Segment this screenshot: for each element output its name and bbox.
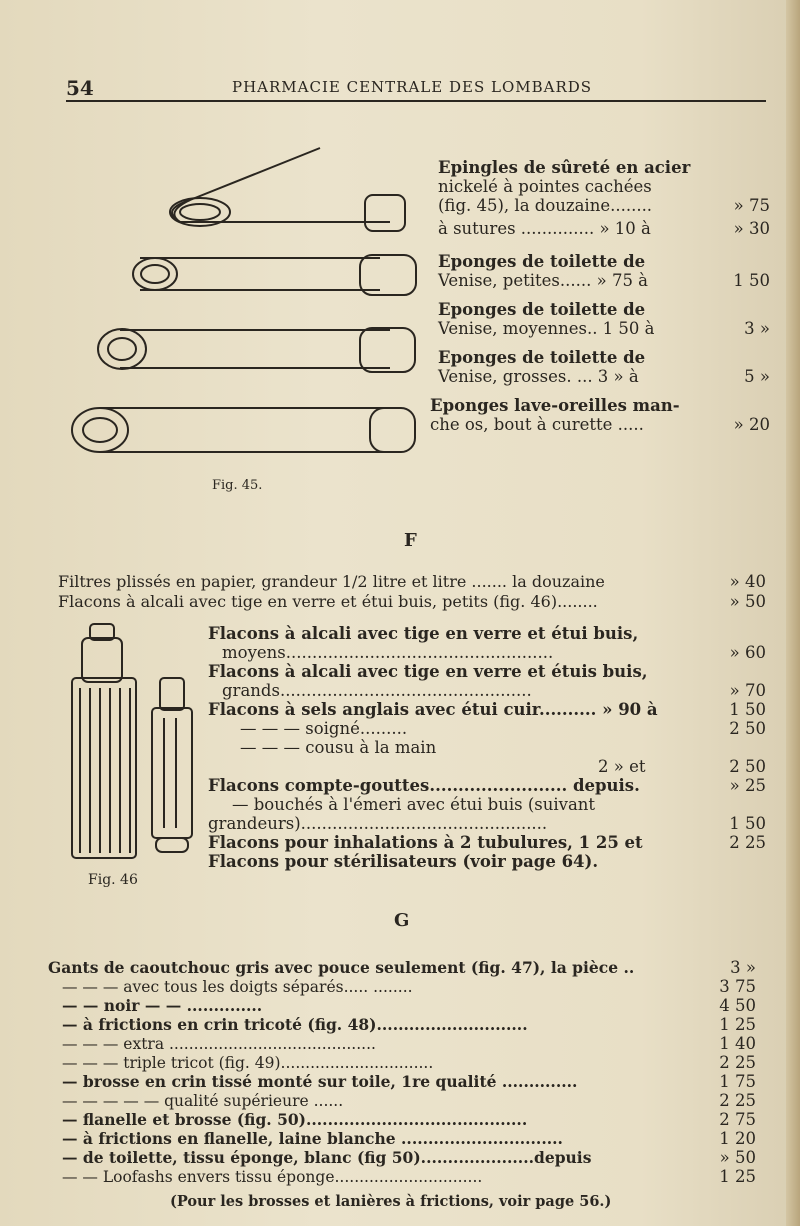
f-sub-price: » 60 [729,643,766,662]
section-letter-f: F [404,530,417,551]
f-sub-line: — bouchés à l'émeri avec étui buis (suivant [232,795,596,814]
pins-price: » 30 [733,219,770,238]
g-price: 1 25 [719,1015,756,1034]
g-note: (Pour les brosses et lanières à frictions, voir page 56.) [170,1193,612,1210]
g-line: — à frictions en crin tricoté (fig. 48)............................ [62,1015,528,1034]
f-sub-price: » 25 [729,776,766,795]
f-sub-line: 2 » et [598,757,646,776]
f-sub-price: 2 50 [729,719,766,738]
f-price: » 40 [729,572,766,591]
g-price: 1 20 [719,1129,756,1148]
g-price: 3 75 [719,977,756,996]
f-line: Flacons à alcali avec tige en verre et étui buis, petits (fig. 46)........ [58,592,598,611]
g-line: — à frictions en flanelle, laine blanche .............................. [62,1129,563,1148]
g-line: — flanelle et brosse (fig. 50)......................................... [62,1110,528,1129]
g-line: — brosse en crin tissé monté sur toile, 1re qualité .............. [62,1072,578,1091]
g-line: — — Loofashs envers tissu éponge.............................. [62,1168,483,1186]
page-edge [786,0,800,1226]
pins-line: Venise, grosses. ... 3 » à [438,367,639,386]
page-title: PHARMACIE CENTRALE DES LOMBARDS [232,78,593,96]
f-sub-line: Flacons pour stérilisateurs (voir page 64). [208,852,599,871]
f-sub-line: Flacons à alcali avec tige en verre et étuis buis, [208,662,648,681]
pins-line: Eponges lave-oreilles man- [430,396,680,415]
pins-line: Eponges de toilette de [438,300,646,319]
pins-price: » 20 [733,415,770,434]
alcali-flask-illustration [60,618,200,868]
fig-45-caption: Fig. 45. [212,478,263,493]
pins-line: nickelé à pointes cachées [438,177,652,196]
g-price: 2 75 [719,1110,756,1129]
f-sub-price: » 70 [729,681,766,700]
g-price: 1 25 [719,1167,756,1186]
pins-line: Venise, moyennes.. 1 50 à [438,319,655,338]
f-sub-line: — — — cousu à la main [240,738,437,757]
g-line: Gants de caoutchouc gris avec pouce seulement (fig. 47), la pièce .. [48,958,635,977]
g-price: 2 25 [719,1053,756,1072]
g-price: 4 50 [719,996,756,1015]
f-sub-line: moyens................................................... [222,643,554,662]
f-sub-price: 1 50 [729,700,766,719]
fig-46-caption: Fig. 46 [88,872,138,888]
page-number: 54 [66,76,94,100]
g-price: 1 40 [719,1034,756,1053]
safety-pins-illustration [60,140,430,480]
g-price: 3 » [730,958,756,977]
f-sub-line: grands................................................ [222,681,532,700]
f-sub-line: — — — soigné......... [240,719,408,738]
pins-line: (fig. 45), la douzaine........ [438,196,653,215]
g-line: — — — triple tricot (fig. 49)............................... [62,1054,434,1072]
g-price: 2 25 [719,1091,756,1110]
pins-line: Eponges de toilette de [438,252,646,271]
pins-line: Venise, petites...... » 75 à [438,271,649,290]
pins-price: 3 » [744,319,770,338]
section-letter-g: G [394,910,410,931]
pins-price: » 75 [733,196,770,215]
f-sub-line: Flacons à alcali avec tige en verre et étui buis, [208,624,639,643]
f-sub-line: Flacons compte-gouttes........................ depuis. [208,776,640,795]
pins-line: Eponges de toilette de [438,348,646,367]
g-price: » 50 [719,1148,756,1167]
g-line: — — — — — qualité supérieure ...... [62,1092,344,1110]
f-price: » 50 [729,592,766,611]
g-line: — — — avec tous les doigts séparés..... ........ [62,978,413,996]
g-price: 1 75 [719,1072,756,1091]
f-line: Filtres plissés en papier, grandeur 1/2 litre et litre ....... la douzaine [58,572,605,591]
pins-line: à sutures .............. » 10 à [438,219,651,238]
pins-line: che os, bout à curette ..... [430,415,644,434]
f-sub-price: 2 25 [729,833,766,852]
page-header [66,76,766,102]
f-sub-price: 1 50 [729,814,766,833]
g-line: — — — extra .......................................... [62,1035,376,1053]
g-line: — de toilette, tissu éponge, blanc (fig 50).....................depuis [62,1148,592,1167]
f-sub-price: 2 50 [729,757,766,776]
f-sub-line: Flacons pour inhalations à 2 tubulures, 1 25 et [208,833,643,852]
f-sub-line: Flacons à sels anglais avec étui cuir.......... » 90 à [208,700,658,719]
f-sub-line: grandeurs)............................................... [208,814,548,833]
pins-price: 5 » [744,367,770,386]
g-line: — — noir — — .............. [62,996,263,1015]
pins-line: Epingles de sûreté en acier [438,158,691,177]
pins-price: 1 50 [733,271,770,290]
